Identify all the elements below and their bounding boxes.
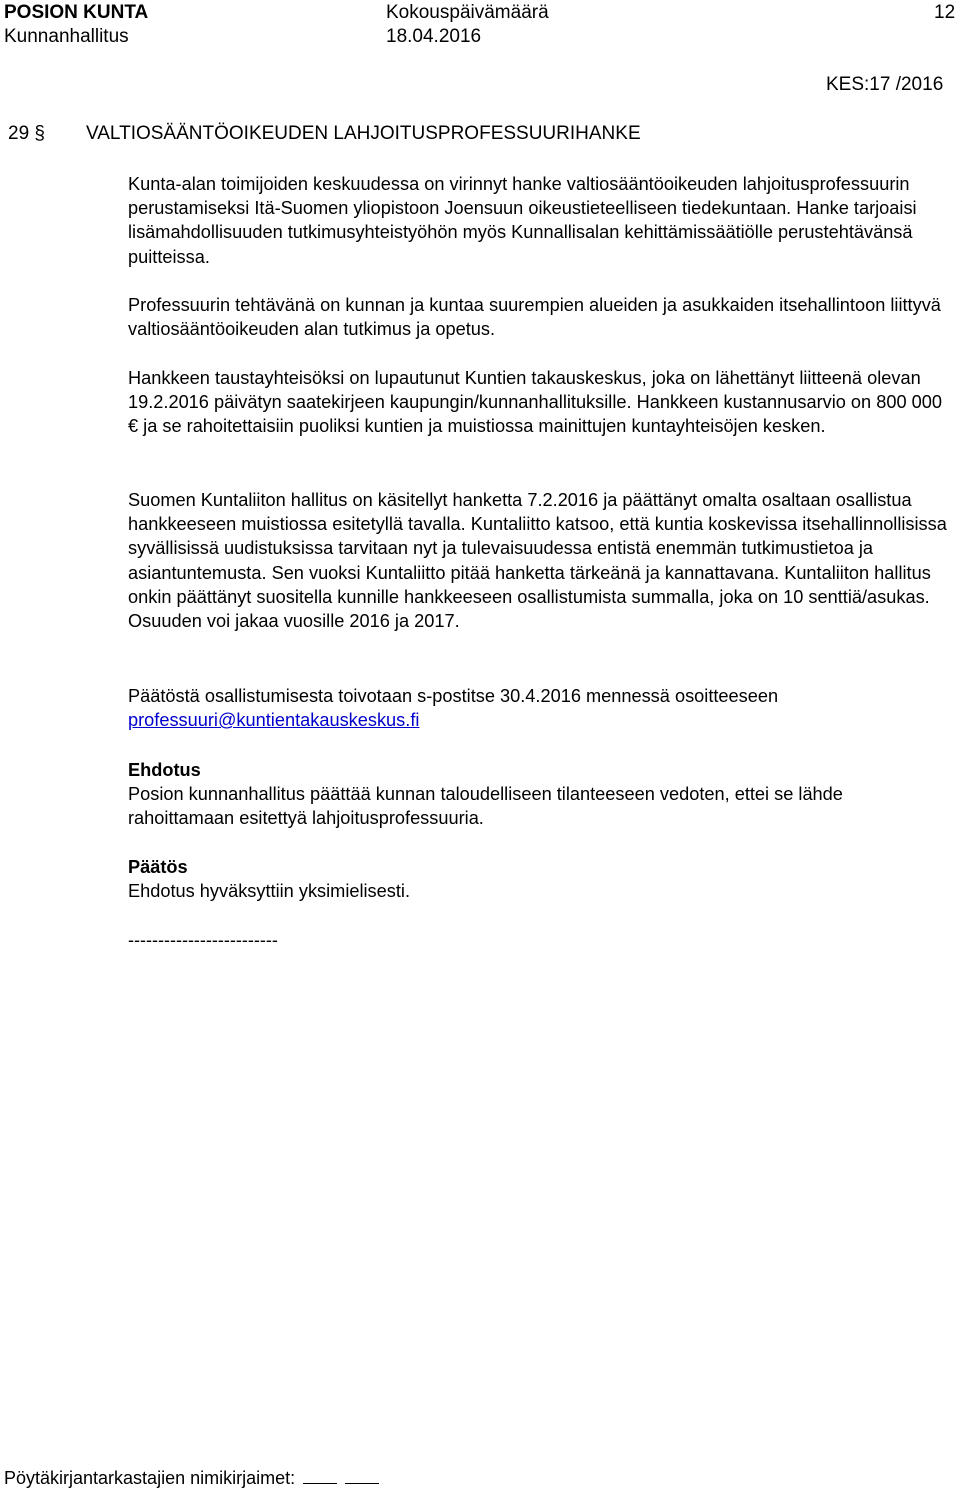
decision-text: Ehdotus hyväksyttiin yksimielisesti. <box>128 881 411 902</box>
section-symbol: § <box>34 123 45 144</box>
proposal-text: Posion kunnanhallitus päättää kunnan taloudelliseen tilanteeseen vedoten, ettei se lähde rahoittamaan esitettyä lahjoitusprofessuuria. <box>128 784 843 829</box>
section-number: 29 § <box>8 123 45 144</box>
page-number: 12 <box>934 2 956 23</box>
paragraph-2 <box>128 293 952 341</box>
decision-heading: Päätös <box>128 857 188 877</box>
section-heading: VALTIOSÄÄNTÖOIKEUDEN LAHJOITUSPROFESSUURIHANKE <box>86 123 641 144</box>
org-name: POSION KUNTA <box>4 2 149 23</box>
paragraph-text: Päätöstä osallistumisesta toivotaan s-postitse 30.4.2016 mennessä osoitteeseen <box>128 686 779 706</box>
paragraph-text: Kunta-alan toimijoiden keskuudessa on virinnyt hanke valtiosääntöoikeuden lahjoitusprofessuurin perustamiseksi Itä-Suomen yliopistoon Joensuun oikeustieteelliseen tiedekuntaan. Hanke tarjoaisi lisämahdollisuuden tutkimusyhteistyöhön myös Kunnallisalan kehittämissäätiölle perustehtävänsä puitteissa. <box>128 174 917 267</box>
meeting-date: 18.04.2016 <box>386 26 482 47</box>
footer-label: Pöytäkirjantarkastajien nimikirjaimet: <box>4 1468 296 1488</box>
initials-line-1 <box>303 1468 337 1484</box>
paragraph-text: Professuurin tehtävänä on kunnan ja kuntaa suurempien alueiden ja asukkaiden itsehallintoon liittyvä valtiosääntöoikeuden alan tutkimus ja opetus. <box>128 295 941 340</box>
meeting-date-label: Kokouspäivämäärä <box>386 2 549 23</box>
reference-code: KES:17 /2016 <box>826 74 944 95</box>
section-title <box>8 122 641 146</box>
paragraph-text: Hankkeen taustayhteisöksi on lupautunut Kuntien takauskeskus, joka on lähettänyt liitteenä olevan 19.2.2016 päivätyn saatekirjeen kaupungin/kunnanhallituksille. Hankkeen kustannusarvio on 800 000 € ja se rahoitettaisiin puoliksi kuntien ja muistiossa mainittujen kuntayhteisöjen kesken. <box>128 368 942 437</box>
paragraph-5 <box>128 684 952 732</box>
footer <box>4 1466 379 1490</box>
decision-section <box>128 855 952 903</box>
separator-line: ------------------------- <box>128 930 278 950</box>
initials-line-2 <box>345 1468 379 1484</box>
board-name: Kunnanhallitus <box>4 26 129 47</box>
email-link[interactable]: professuuri@kuntientakauskeskus.fi <box>128 710 420 731</box>
paragraph-3 <box>128 366 952 439</box>
proposal-heading: Ehdotus <box>128 760 201 780</box>
paragraph-4 <box>128 488 952 633</box>
paragraph-1 <box>128 172 952 269</box>
proposal-section <box>128 758 952 831</box>
paragraph-text: Suomen Kuntaliiton hallitus on käsitellyt hanketta 7.2.2016 ja päättänyt omalta osaltaan osallistua hankkeeseen muistiossa esitetyllä tavalla. Kuntaliitto katsoo, että kuntia koskevissa itsehallinnollisissa syvällisissä uudistuksissa tarvitaan nyt ja tulevaisuudessa entistä enemmän tutkimustietoa ja asiantuntemusta. Sen vuoksi Kuntaliitto pitää hanketta tärkeänä ja kannattavana. Kuntaliiton hallitus onkin päättänyt suositella kunnille hankkeeseen osallistumista summalla, joka on 10 senttiä/asukas. Osuuden voi jakaa vuosille 2016 ja 2017. <box>128 490 947 632</box>
